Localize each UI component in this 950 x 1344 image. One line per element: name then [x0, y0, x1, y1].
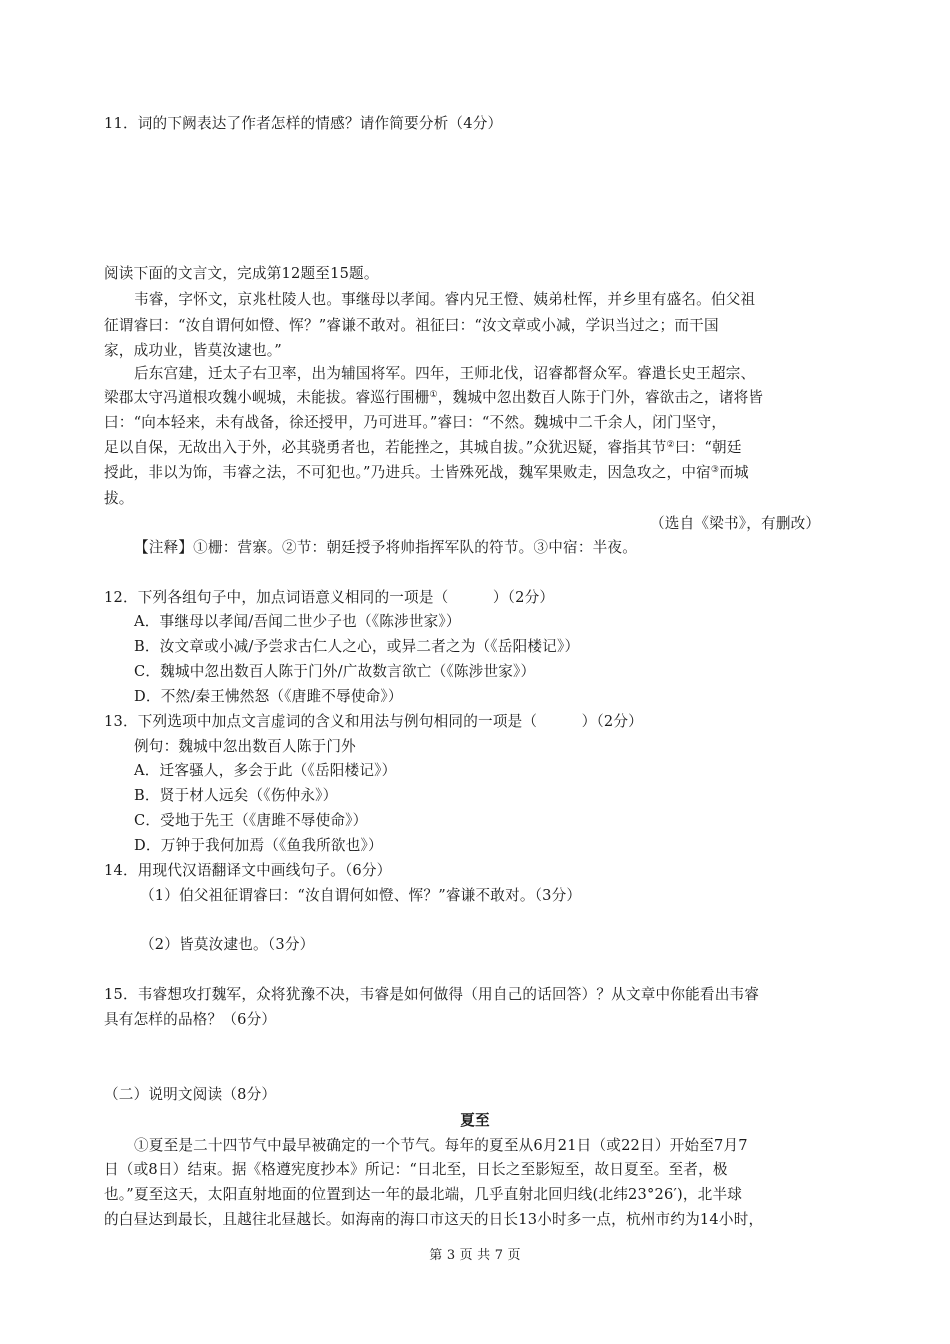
question-13-option-b: B．贤于材人远矣（《伤仲永》） — [134, 787, 338, 804]
footnote-marker-2: ② — [666, 440, 675, 450]
question-13-option-a: A．迁客骚人，多会于此（《岳阳楼记》） — [134, 762, 397, 779]
question-12-option-d: D．不然/秦王怫然怒（《唐雎不辱使命》） — [134, 688, 403, 705]
passage-notes: 【注释】①栅：营寨。②节：朝廷授予将帅指挥军队的符节。③中宿：半夜。 — [134, 539, 637, 556]
passage-line-1: 韦睿，字怀文，京兆杜陵人也。事继母以孝闻。睿内兄王憕、姨弟杜恽，并乡里有盛名。伯父祖 — [134, 291, 756, 308]
passage-line-7b: 曰：“朝廷 — [674, 439, 742, 456]
article-line-2: 日（或8日）结束。据《格遵宪度抄本》所记：“日北至，日长之至影短至，故日夏至。至者，极 — [104, 1161, 728, 1178]
passage-line-6: 曰：“向本轻来，未有战备，徐还授甲，乃可进耳。”睿曰：“不然。魏城中二千余人，闭门坚守， — [104, 414, 727, 431]
passage-line-9: 拔。 — [104, 490, 134, 507]
question-13-stem: 13．下列选项中加点文言虚词的含义和用法与例句相同的一项是（ ）（2分） — [104, 713, 643, 730]
article-line-1: ①夏至是二十四节气中最早被确定的一个节气。每年的夏至从6月21日（或22日）开始至7月7 — [134, 1137, 748, 1154]
passage-line-5a: 梁郡太守冯道根攻魏小岘城，未能拔。睿巡行围栅 — [104, 389, 430, 406]
footnote-marker-1: ① — [429, 390, 438, 400]
passage-line-7a: 足以自保，无故出入于外，必其骁勇者也，若能挫之，其城自拔。”众犹迟疑，睿指其节 — [104, 439, 667, 456]
article-line-4: 的白昼达到最长，且越往北昼越长。如海南的海口市这天的日长13小时多一点，杭州市约为14小时， — [104, 1211, 764, 1228]
question-13-option-c: C．受地于先王（《唐雎不辱使命》） — [134, 812, 368, 829]
question-13-option-d: D．万钟于我何加焉（《鱼我所欲也》） — [134, 837, 383, 854]
question-15-line-1: 15．韦睿想攻打魏军，众将犹豫不决，韦睿是如何做得（用自己的话回答）？从文章中你能看出韦睿 — [104, 986, 760, 1003]
passage-line-5 — [104, 388, 763, 408]
passage-intro: 阅读下面的文言文，完成第12题至15题。 — [104, 265, 379, 282]
page-footer: 第 3 页 共 7 页 — [429, 1248, 521, 1263]
passage-line-4: 后东宫建，迁太子右卫率，出为辅国将军。四年，王师北伐，诏睿都督众军。睿遣长史王超宗、 — [134, 365, 756, 382]
footnote-marker-3: ③ — [710, 465, 720, 475]
passage-line-8a: 授此，非以为饰，韦睿之法，不可犯也。”乃进兵。士皆殊死战，魏军果败走，因急攻之，中宿 — [104, 464, 711, 481]
section-2-heading: （二）说明文阅读（8分） — [104, 1086, 277, 1103]
question-14-stem: 14．用现代汉语翻译文中画线句子。（6分） — [104, 862, 392, 879]
article-title: 夏至 — [460, 1112, 490, 1129]
passage-line-7 — [104, 438, 742, 458]
passage-source: （选自《梁书》，有删改） — [650, 515, 821, 532]
question-11: 11．词的下阙表达了作者怎样的情感？请作简要分析（4分） — [104, 115, 503, 132]
question-13-example: 例句：魏城中忽出数百人陈于门外 — [134, 738, 356, 755]
question-15-line-2: 具有怎样的品格？（6分） — [104, 1011, 277, 1028]
passage-line-5b: ，魏城中忽出数百人陈于门外，睿欲击之，诸将皆 — [437, 389, 764, 406]
passage-line-2: 征谓睿曰：“汝自谓何如憕、恽？”睿谦不敢对。祖征曰：“汝文章或小减，学识当过之；而干国 — [104, 317, 719, 334]
article-line-3: 也。”夏至这天，太阳直射地面的位置到达一年的最北端，几乎直射北回归线(北纬23°26′)，北半球 — [104, 1186, 743, 1203]
question-14-sub-1: （1）伯父祖征谓睿曰：“汝自谓何如憕、恽？”睿谦不敢对。（3分） — [140, 887, 582, 904]
passage-line-8b: 而城 — [719, 464, 749, 481]
question-12-option-c: C．魏城中忽出数百人陈于门外/广故数言欲亡（《陈涉世家》） — [134, 663, 536, 680]
question-12-stem: 12．下列各组句子中，加点词语意义相同的一项是（ ）（2分） — [104, 589, 555, 606]
question-12-option-b: B．汝文章或小减/予尝求古仁人之心，或异二者之为（《岳阳楼记》） — [134, 638, 580, 655]
question-14-sub-2: （2）皆莫汝逮也。（3分） — [140, 936, 315, 953]
passage-line-3: 家，成功业，皆莫汝逮也。” — [104, 342, 282, 359]
question-12-option-a: A．事继母以孝闻/吾闻二世少子也（《陈涉世家》） — [134, 613, 461, 630]
passage-line-8 — [104, 463, 749, 483]
